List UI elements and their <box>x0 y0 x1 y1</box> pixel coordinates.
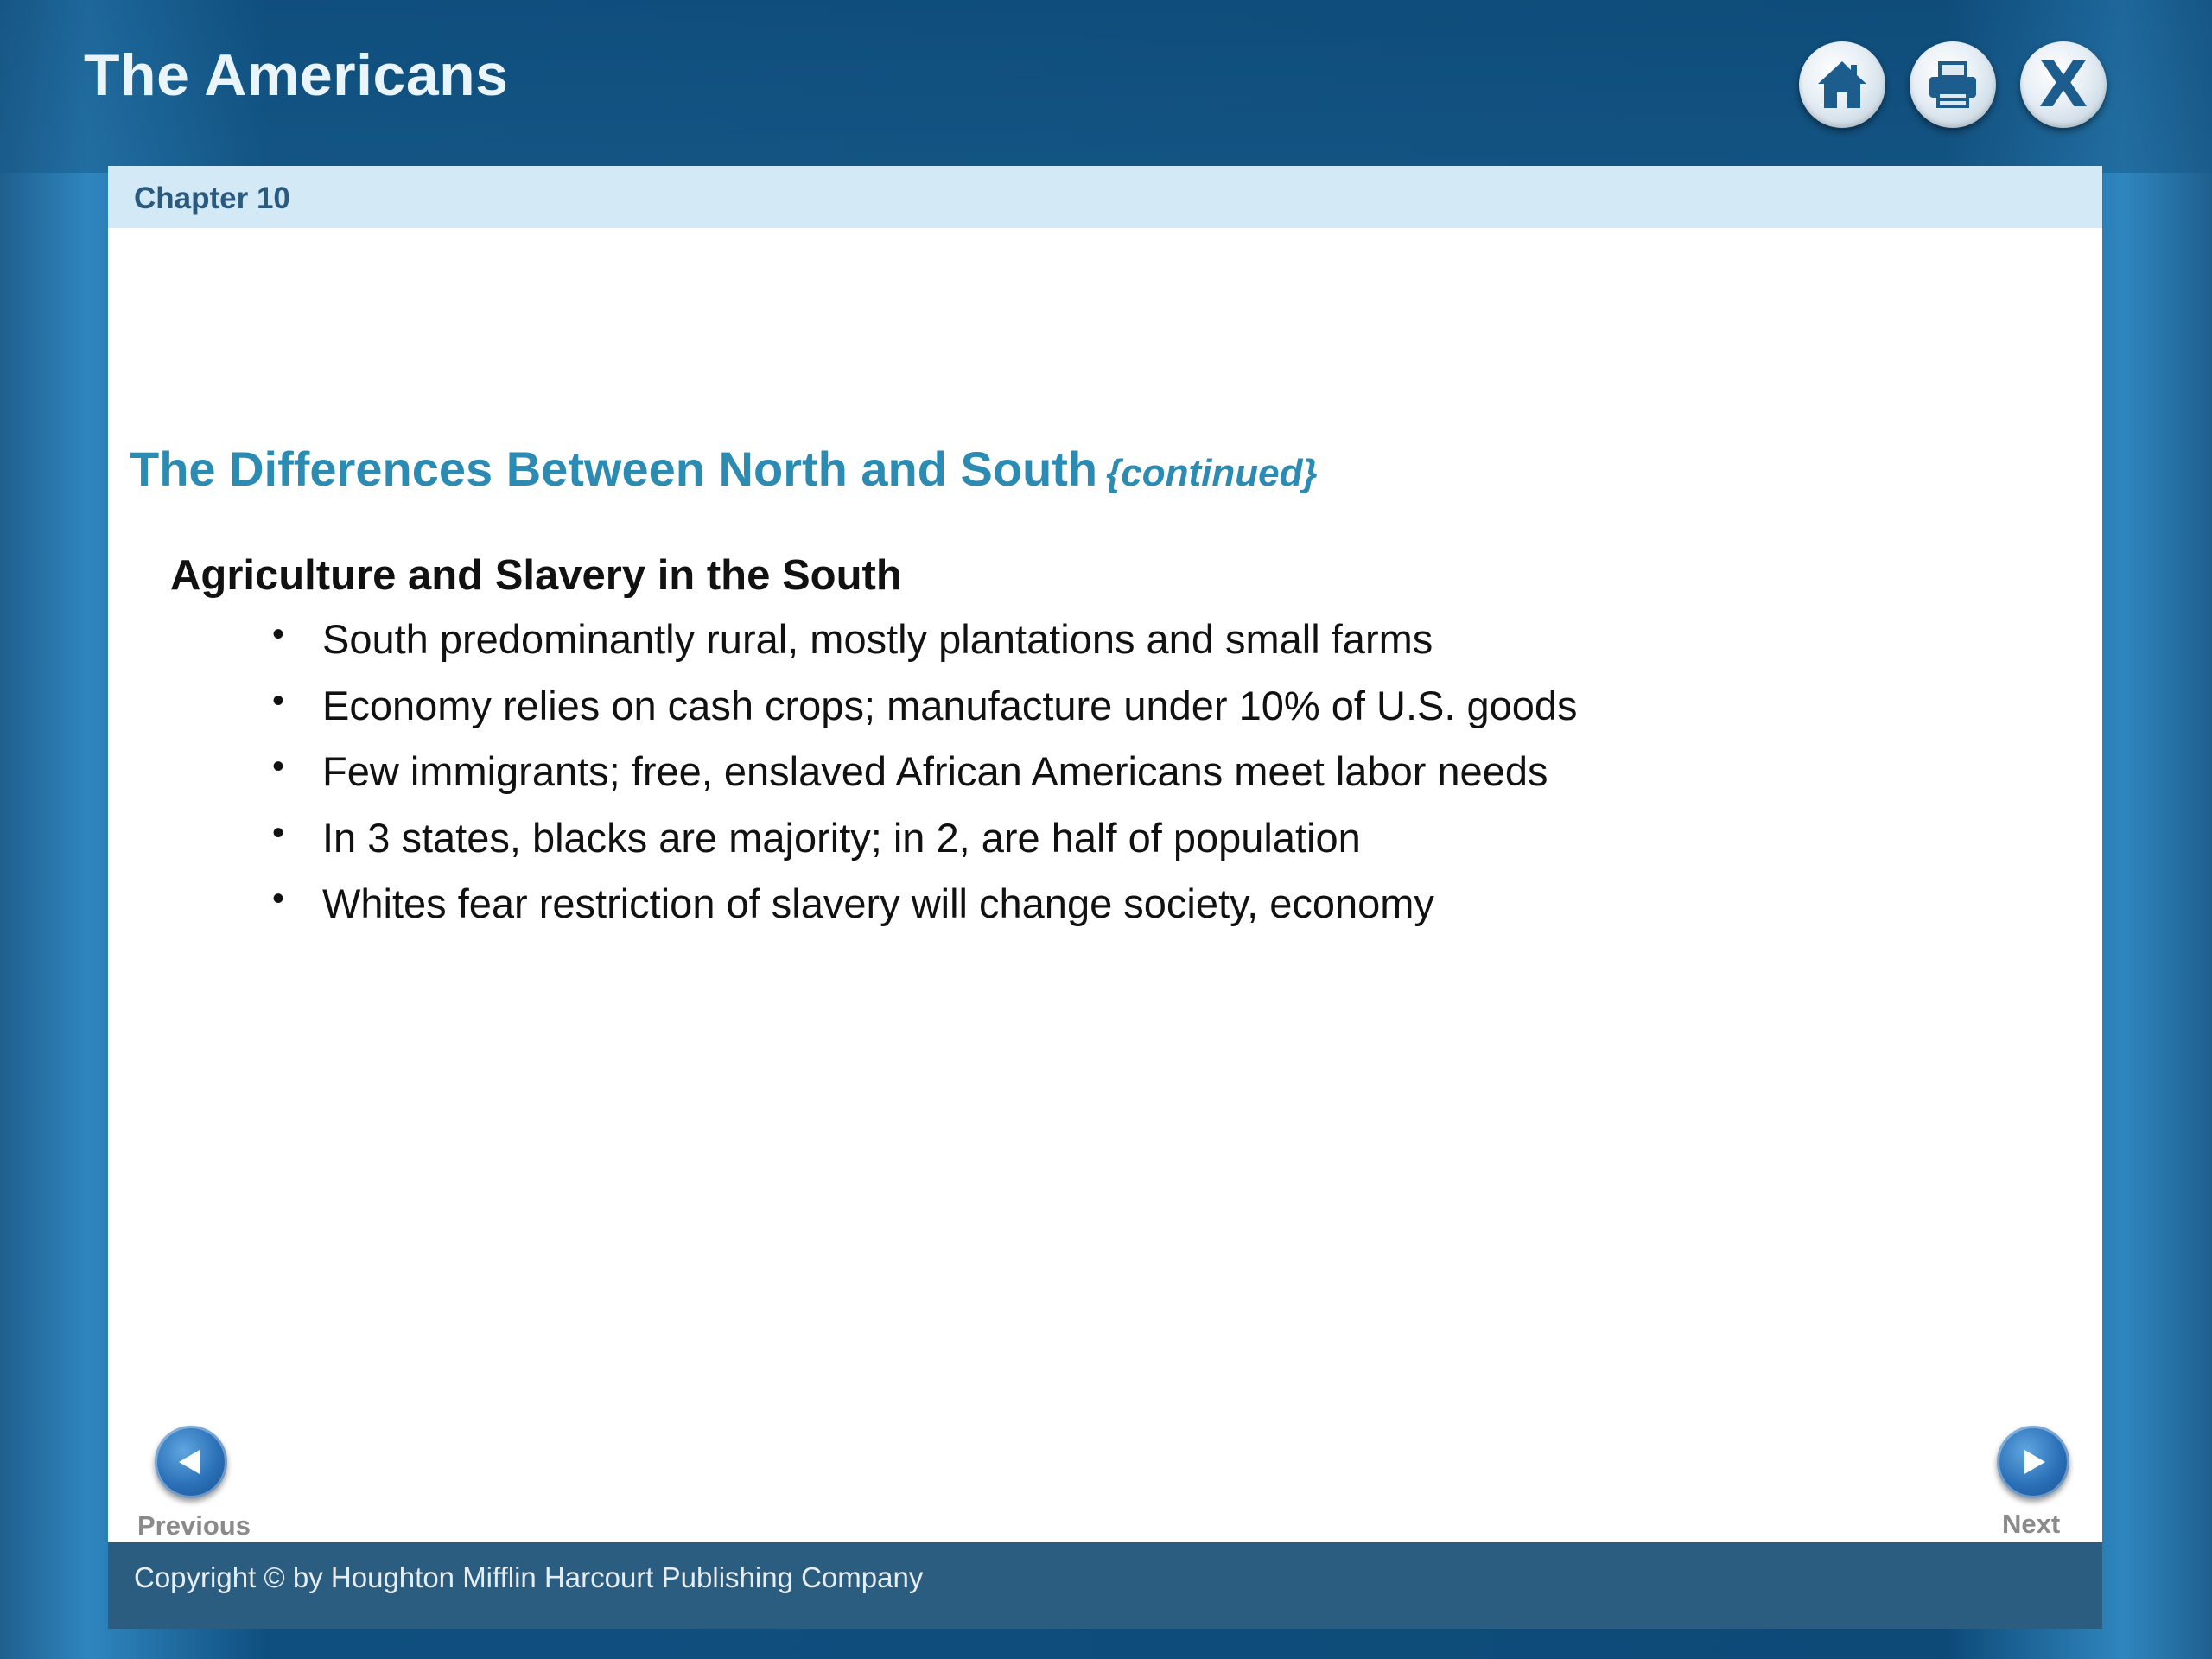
print-button[interactable] <box>1910 41 1996 128</box>
list-item <box>272 814 1578 880</box>
chapter-bar <box>108 166 2102 228</box>
home-button[interactable] <box>1799 41 1885 128</box>
footer-bar <box>108 1542 2102 1629</box>
next-button[interactable] <box>1997 1426 2069 1498</box>
bullet-icon: • <box>272 880 285 918</box>
bullet-icon: • <box>272 813 285 852</box>
printer-icon <box>1926 58 1980 111</box>
bullet-text: Few immigrants; free, enslaved African Americans meet labor needs <box>322 748 1548 794</box>
slide-title <box>130 441 1318 497</box>
previous-button[interactable] <box>155 1426 227 1498</box>
next-label[interactable]: Next <box>2002 1509 2061 1539</box>
arrow-left-icon <box>174 1445 208 1479</box>
list-item <box>272 747 1578 814</box>
bullet-icon: • <box>272 615 285 653</box>
chapter-label: Chapter 10 <box>134 181 290 215</box>
close-icon: X <box>2038 48 2088 122</box>
slide-title-text: The Differences Between North and South <box>130 442 1098 496</box>
section-heading: Agriculture and Slavery in the South <box>170 552 902 599</box>
bullet-text: In 3 states, blacks are majority; in 2, are half of population <box>322 814 1361 861</box>
home-icon <box>1815 58 1869 111</box>
bullet-text: Whites fear restriction of slavery will change society, economy <box>322 880 1434 926</box>
list-item <box>272 615 1578 682</box>
bullet-text: South predominantly rural, mostly plantations and small farms <box>322 616 1433 662</box>
bullet-text: Economy relies on cash crops; manufacture under 10% of U.S. goods <box>322 682 1578 728</box>
app-title: The Americans <box>84 42 509 108</box>
slide-panel <box>108 166 2102 1542</box>
copyright-text: Copyright © by Houghton Mifflin Harcourt Publishing Company <box>134 1561 924 1593</box>
bullet-icon: • <box>272 747 285 785</box>
close-button[interactable] <box>2020 41 2107 128</box>
arrow-right-icon <box>2016 1445 2050 1479</box>
bullet-icon: • <box>272 681 285 720</box>
slide-title-suffix: {continued} <box>1106 452 1318 494</box>
bullet-list <box>272 615 1578 946</box>
previous-label[interactable]: Previous <box>137 1510 251 1541</box>
list-item <box>272 682 1578 748</box>
list-item <box>272 880 1578 946</box>
